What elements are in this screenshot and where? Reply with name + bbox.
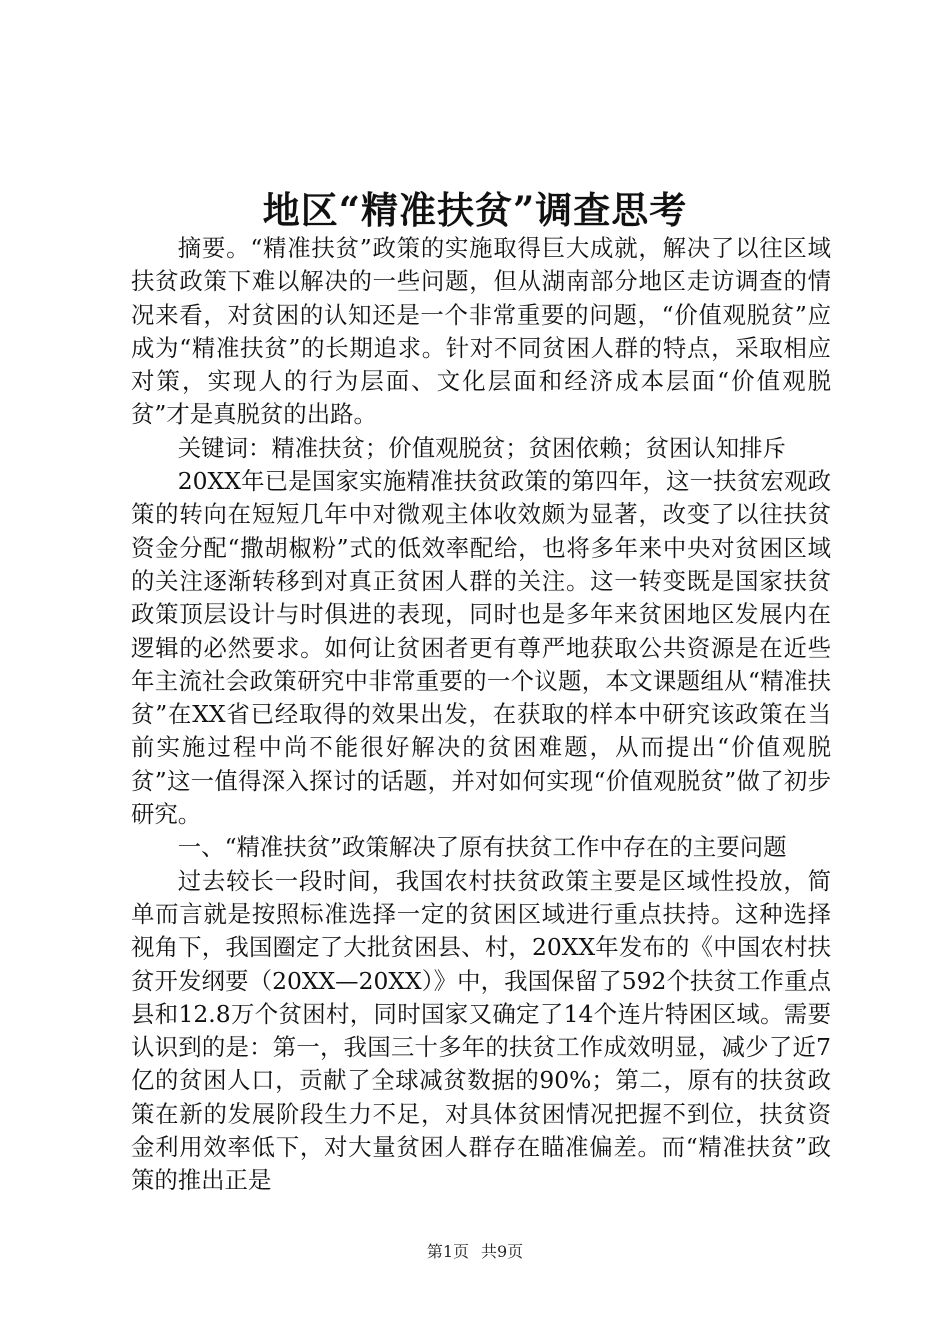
body-paragraph: 过去较长一段时间，我国农村扶贫政策主要是区域性投放，简单而言就是按照标准选择一定的贫困区域进行重点扶持。这种选择视角下，我国圈定了大批贫困县、村，20XX年发布的《中国农村扶贫开发纲要（20XX—20XX）》中，我国保留了592个扶贫工作重点县和12.8万个贫困村，同时国家又确定了14个连片特困区域。需要认识到的是：第一，我国三十多年的扶贫工作成效明显，减少了近7亿的贫困人口，贡献了全球减贫数据的90%；第二，原有的扶贫政策在新的发展阶段生力不足，对具体贫困情况把握不到位，扶贫资金利用效率低下，对大量贫困人群存在瞄准偏差。而“精准扶贫”政策的推出正是: [131, 866, 831, 1195]
page-number: 第1页: [426, 1242, 469, 1261]
abstract-paragraph: 摘要。“精准扶贫”政策的实施取得巨大成就，解决了以往区域扶贫政策下难以解决的一些问题，但从湖南部分地区走访调查的情况来看，对贫困的认知还是一个非常重要的问题，“价值观脱贫”应成为“精准扶贫”的长期追求。针对不同贫困人群的特点，采取相应对策，实现人的行为层面、文化层面和经济成本层面“价值观脱贫”才是真脱贫的出路。: [131, 234, 831, 429]
keywords-paragraph: 关键词：精准扶贫；价值观脱贫；贫困依赖；贫困认知排斥: [177, 433, 786, 462]
intro-paragraph: 20XX年已是国家实施精准扶贫政策的第四年，这一扶贫宏观政策的转向在短短几年中对微观主体收效颇为显著，改变了以往扶贫资金分配“撒胡椒粉”式的低效率配给，也将多年来中央对贫困区域的关注逐渐转移到对真正贫困人群的关注。这一转变既是国家扶贫政策顶层设计与时俱进的表现，同时也是多年来贫困地区发展内在逻辑的必然要求。如何让贫困者更有尊严地获取公共资源是在近些年主流社会政策研究中非常重要的一个议题，本文课题组从“精准扶贫”在XX省已经取得的效果出发，在获取的样本中研究该政策在当前实施过程中尚不能很好解决的贫困难题，从而提出“价值观脱贫”这一值得深入探讨的话题，并对如何实现“价值观脱贫”做了初步研究。: [131, 467, 831, 829]
page-footer: [0, 1242, 950, 1262]
page-total: 共9页: [481, 1242, 524, 1261]
section-heading: 一、“精准扶贫”政策解决了原有扶贫工作中存在的主要问题: [177, 833, 787, 862]
document-title: 地区“精准扶贫”调查思考: [262, 188, 688, 232]
document-body: [131, 232, 831, 1198]
